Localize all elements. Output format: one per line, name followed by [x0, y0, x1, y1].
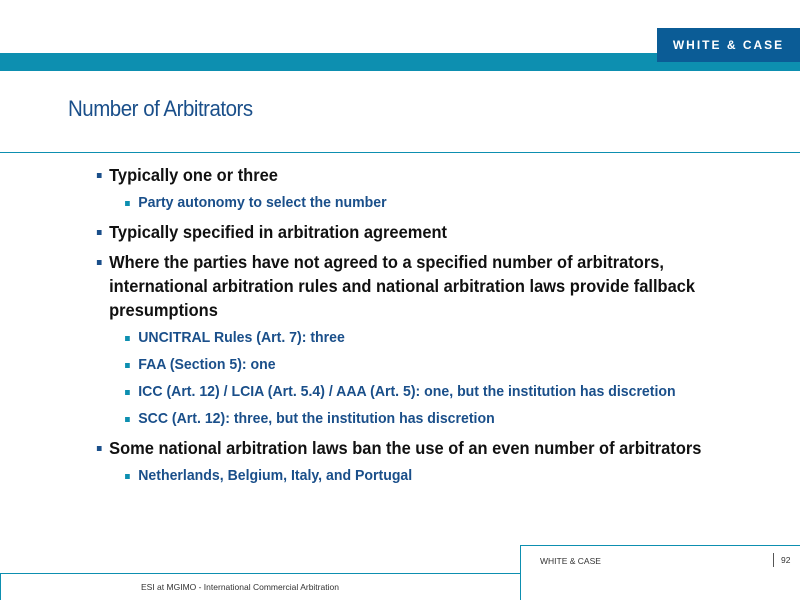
bullet-item [95, 220, 734, 244]
sub-bullet-text: FAA (Section 5): one [138, 356, 276, 373]
firm-logo-text: WHITE & CASE [672, 38, 785, 52]
sub-bullet-item [95, 193, 734, 213]
square-bullet-icon [125, 417, 130, 422]
slide-body [95, 163, 775, 493]
sub-bullet-text: SCC (Art. 12): three, but the institution has discretion [138, 410, 495, 427]
footer-course-title: ESI at MGIMO - International Commercial Arbitration [141, 582, 339, 592]
footer-divider [520, 545, 800, 546]
square-bullet-icon [125, 336, 130, 341]
bullet-item [95, 250, 734, 322]
footer-divider [0, 573, 1, 600]
title-divider [0, 152, 800, 153]
sub-bullet-text: Netherlands, Belgium, Italy, and Portugal [138, 467, 413, 484]
square-bullet-icon [125, 390, 130, 395]
sub-bullet-item [95, 355, 734, 375]
bullet-text: Typically specified in arbitration agreement [109, 222, 448, 242]
square-bullet-icon [125, 363, 130, 368]
sub-bullet-item [95, 466, 734, 486]
firm-logo [657, 28, 800, 62]
footer-firm-name: WHITE & CASE [540, 556, 601, 566]
bullet-item [95, 163, 734, 187]
square-bullet-icon [125, 474, 130, 479]
page-number: 92 [781, 555, 791, 565]
square-bullet-icon [125, 201, 130, 206]
square-bullet-icon [97, 173, 102, 178]
square-bullet-icon [97, 260, 102, 265]
sub-bullet-item [95, 328, 734, 348]
sub-bullet-item [95, 409, 734, 429]
square-bullet-icon [97, 230, 102, 235]
slide-title: Number of Arbitrators [68, 96, 253, 121]
sub-bullet-text: ICC (Art. 12) / LCIA (Art. 5.4) / AAA (Art. 5): one, but the institution has discretion [138, 383, 676, 400]
footer-divider [0, 573, 521, 574]
sub-bullet-text: UNCITRAL Rules (Art. 7): three [138, 329, 345, 346]
sub-bullet-item [95, 382, 734, 402]
bullet-text: Where the parties have not agreed to a specified number of arbitrators, international arbitration rules and national arbitration laws provide fallback presumptions [109, 252, 696, 320]
footer-separator [773, 553, 774, 567]
bullet-item [95, 436, 734, 460]
bullet-text: Some national arbitration laws ban the use of an even number of arbitrators [109, 438, 702, 458]
square-bullet-icon [97, 446, 102, 451]
sub-bullet-text: Party autonomy to select the number [138, 194, 387, 211]
bullet-text: Typically one or three [109, 165, 278, 185]
